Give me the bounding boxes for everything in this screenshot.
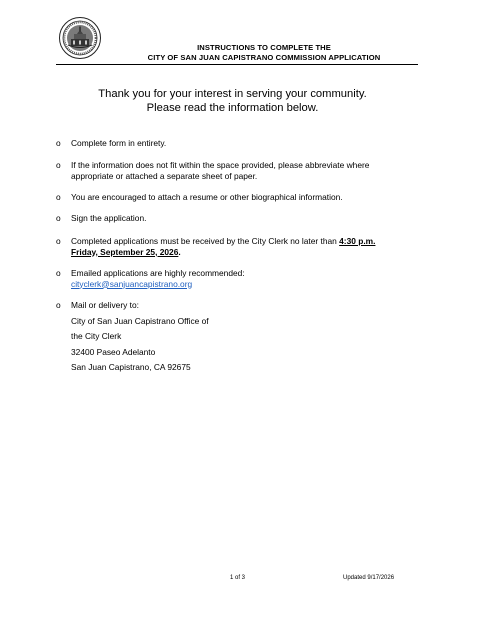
bullet-mark: o [56,160,61,170]
bullet-text: Mail or delivery to: [71,300,139,310]
page-number: 1 of 3 [230,575,246,581]
bullet-mark: o [56,192,61,202]
document-header [110,43,418,63]
bullet-text: Emailed applications are highly recommended: cityclerk@sanjuancapistrano.org [71,268,245,289]
list-item [56,192,426,203]
deadline-time: 4:30 p.m. [339,236,376,246]
header-title-line2: CITY OF SAN JUAN CAPISTRANO COMMISSION APPLICATION [147,53,381,62]
list-item [56,160,426,181]
deadline-date: Friday, September 25, 2026 [71,246,179,257]
header-rule [56,64,418,65]
clerk-email-link[interactable]: cityclerk@sanjuancapistrano.org [71,278,193,289]
bullet-text: If the information does not fit within the space provided, please abbreviate where appropriate or attached a separate sheet of paper. [71,160,370,181]
list-item [56,236,426,257]
bullet-mark: o [56,300,61,310]
updated-date: Updated 9/17/2026 [343,575,395,581]
header-title-line1: INSTRUCTIONS TO COMPLETE THE [197,43,331,52]
bullet-mark: o [56,213,61,223]
list-item [56,138,426,149]
bullet-text: Sign the application. [71,213,147,223]
bullet-mark: o [56,138,61,148]
bullet-text: Completed applications must be received by the City Clerk no later than 4:30 p.m. Friday, September 25, 2026. [71,236,376,257]
address-line: San Juan Capistrano, CA 92675 [71,362,191,373]
intro-text [40,88,425,115]
bullet-mark: o [56,236,61,246]
mailing-address [56,314,426,376]
address-line: 32400 Paseo Adelanto [71,346,156,357]
list-item [56,213,426,224]
intro-line2: Please read the information below. [146,101,319,114]
bullet-text: You are encouraged to attach a resume or other biographical information. [71,192,343,202]
bullet-mark: o [56,268,61,278]
bullet-text: Complete form in entirety. [71,138,167,148]
list-item [56,268,426,289]
address-line: the City Clerk [71,331,122,342]
intro-line1: Thank you for your interest in serving your community. [98,88,367,100]
city-seal-icon [59,17,101,59]
address-line: City of San Juan Capistrano Office of [71,315,209,326]
list-item [56,300,426,376]
